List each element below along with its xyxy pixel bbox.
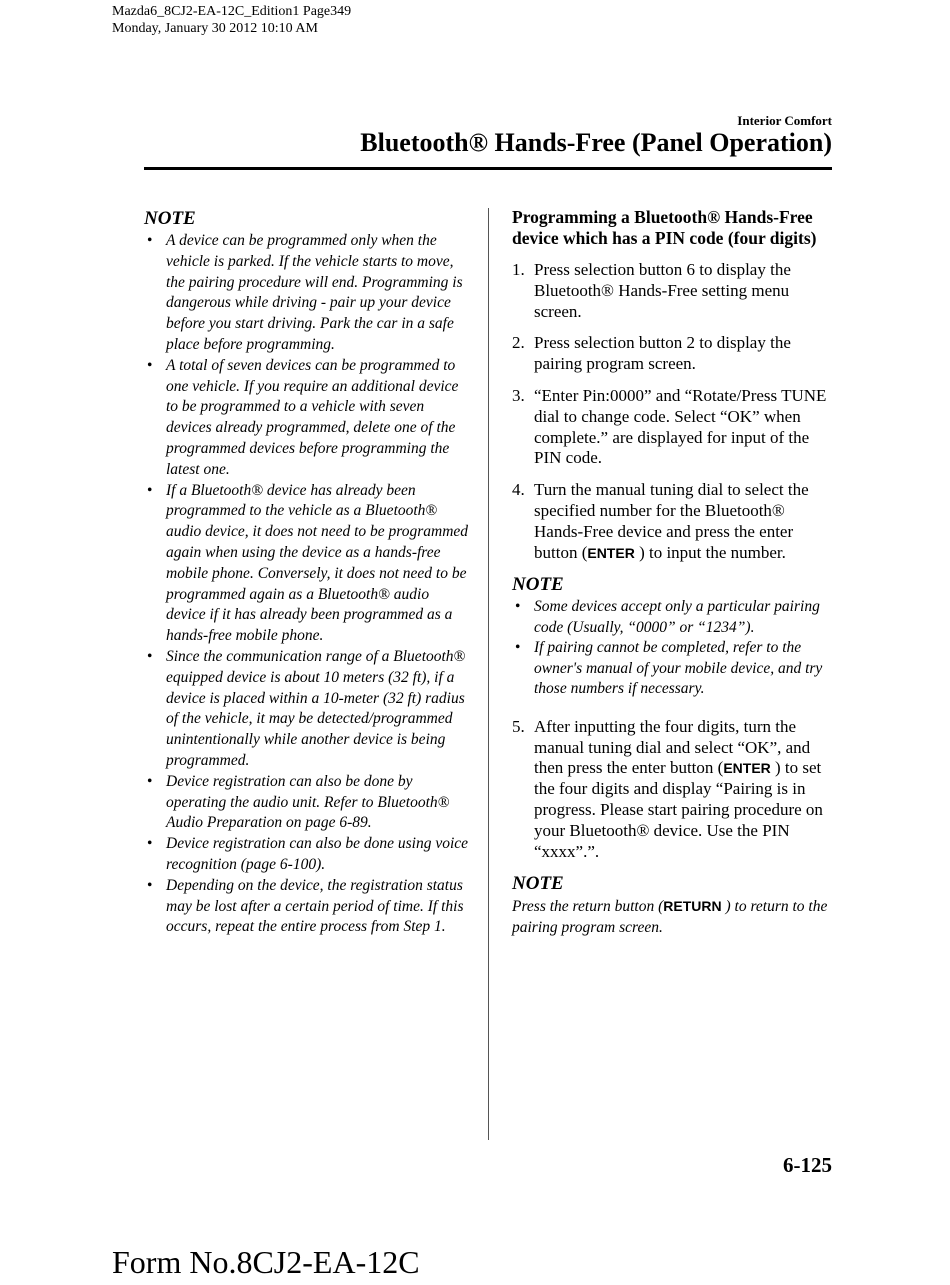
note-bullet: • If pairing cannot be completed, refer to the owner's manual of your mobile device, and try those numbers if necessary. xyxy=(515,639,823,698)
page-number: 6-125 xyxy=(783,1153,832,1177)
section-name: Interior Comfort xyxy=(737,113,832,128)
metadata-file-line: Mazda6_8CJ2-EA-12C_Edition1 Page349 xyxy=(112,4,352,19)
step-item: 3. “Enter Pin:0000” and “Rotate/Press TUNE dial to change code. Select “OK” when complete.” are displayed for input of the PIN code. xyxy=(512,385,827,468)
page-title: Bluetooth® Hands-Free (Panel Operation) xyxy=(360,128,832,157)
step-item: 2. Press selection button 2 to display the pairing program screen. xyxy=(512,333,791,374)
note-heading: NOTE xyxy=(512,574,564,596)
note-bullet: • Device registration can also be done by operating the audio unit. Refer to Bluetooth® Audio Preparation on page 6-89. xyxy=(147,772,450,832)
print-metadata xyxy=(112,3,351,37)
step-item: 5. After inputting the four digits, turn the manual tuning dial and select “OK”, and then press the enter button (ENTER ) to set the four digits and display “Pairing is in progress. Please start pairing procedure on your Bluetooth® device. Use the PIN “xxxx”.”. xyxy=(512,716,823,861)
enter-button-label: ENTER xyxy=(587,544,635,561)
note-bullet: • Some devices accept only a particular pairing code (Usually, “0000” or “1234”). xyxy=(515,598,820,636)
bullet-dot-icon: • xyxy=(147,876,153,894)
bullet-dot-icon: • xyxy=(147,835,153,853)
note-bullet: • A total of seven devices can be programmed to one vehicle. If you require an additional device to be programmed to a vehicle with seven devices already programmed, delete one of the programmed devices before programming the latest one. xyxy=(147,356,459,478)
procedure-heading: Programming a Bluetooth® Hands-Free device which has a PIN code (four digits) xyxy=(512,207,817,248)
note-bullet: • A device can be programmed only when the vehicle is parked. If the vehicle starts to move, the pairing procedure will end. Programming is dangerous while driving - pair up your device before you start driving. Park the car in a safe place before programming. xyxy=(147,232,463,353)
bullet-dot-icon: • xyxy=(515,639,521,657)
note-bullet: • If a Bluetooth® device has already been programmed to the vehicle as a Bluetooth® audio device, it does not need to be programmed again when using the device as a hands-free mobile phone. Conversely, it does not need to be programmed again as a Bluetooth® audio device if it has already been programmed as a hands-free mobile phone. xyxy=(147,481,469,645)
step-item: 1. Press selection button 6 to display the Bluetooth® Hands-Free setting menu screen. xyxy=(512,260,791,321)
step-item: 4. Turn the manual tuning dial to select the specified number for the Bluetooth® Hands-Free device and press the enter button (ENTER ) to input the number. xyxy=(512,480,809,562)
column-divider xyxy=(488,208,489,1140)
bullet-dot-icon: • xyxy=(147,481,153,499)
left-column xyxy=(144,207,470,938)
note-heading: NOTE xyxy=(512,873,564,895)
bullet-dot-icon: • xyxy=(147,772,153,790)
procedure-steps xyxy=(512,260,836,563)
note-bullet-list xyxy=(144,231,470,938)
return-button-label: RETURN xyxy=(663,898,722,915)
return-note-text: Press the return button (RETURN ) to return to the pairing program screen. xyxy=(512,898,828,937)
bullet-dot-icon: • xyxy=(515,598,521,616)
bullet-dot-icon: • xyxy=(147,232,153,249)
procedure-steps xyxy=(512,717,836,863)
note-bullet-list xyxy=(512,597,836,700)
note-bullet: • Device registration can also be done using voice recognition (page 6-100). xyxy=(147,835,469,873)
form-number: Form No.8CJ2-EA-12C xyxy=(112,1244,420,1280)
bullet-dot-icon: • xyxy=(147,356,153,374)
right-column xyxy=(512,207,836,938)
metadata-date-line: Monday, January 30 2012 10:10 AM xyxy=(112,21,318,36)
note-heading: NOTE xyxy=(144,208,196,229)
note-bullet: • Since the communication range of a Bluetooth® equipped device is about 10 meters (32 ft), if a device is placed within a 10-meter (32 ft) radius of the vehicle, it may be detected/programmed unintentionally while another device is being programmed. xyxy=(147,647,466,769)
note-bullet: • Depending on the device, the registration status may be lost after a certain period of time. If this occurs, repeat the entire process from Step 1. xyxy=(147,876,464,936)
bullet-dot-icon: • xyxy=(147,647,153,665)
title-rule xyxy=(144,167,832,170)
enter-button-label: ENTER xyxy=(723,760,771,777)
